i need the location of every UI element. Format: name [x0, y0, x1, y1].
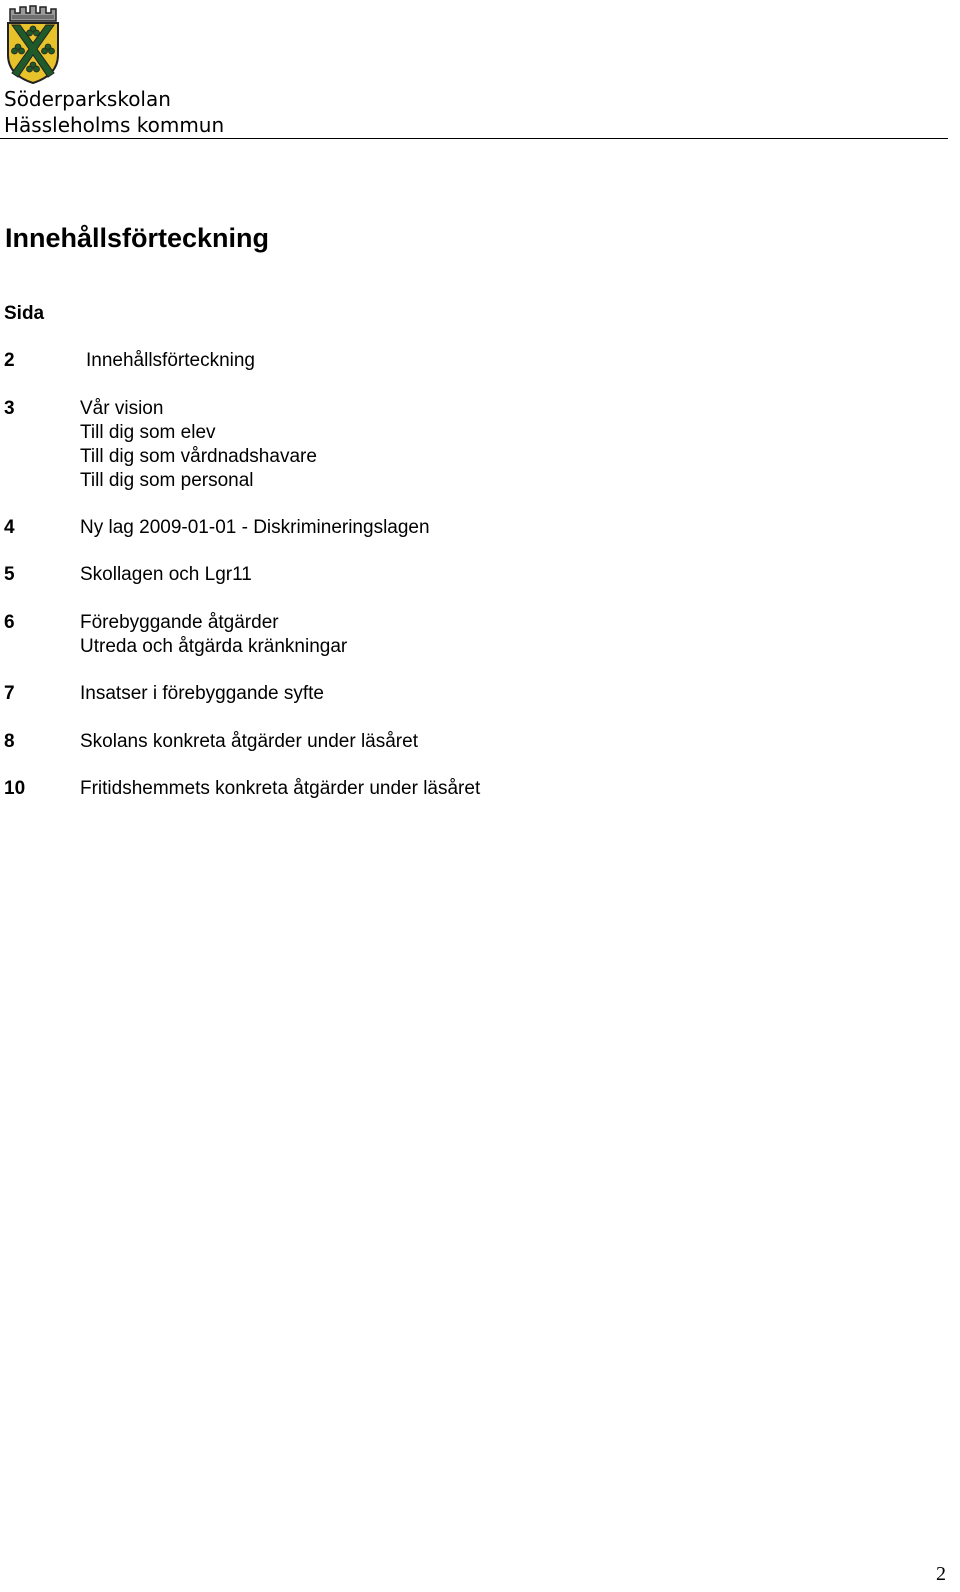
document-header [4, 86, 224, 138]
toc-line: Till dig som vårdnadshavare [80, 446, 317, 467]
toc-page-number: 2 [4, 350, 15, 371]
toc-line: Utreda och åtgärda kränkningar [80, 636, 348, 657]
header-divider [0, 138, 948, 139]
toc-page-number: 4 [4, 517, 15, 538]
toc-page-number: 6 [4, 612, 15, 633]
page-title: Innehållsförteckning [5, 223, 270, 253]
toc-page-number: 8 [4, 731, 15, 752]
page-number: 2 [936, 1563, 946, 1585]
municipality-name: Hässleholms kommun [4, 113, 225, 137]
toc-page-number: 10 [4, 778, 26, 799]
toc-line: Skollagen och Lgr11 [80, 564, 252, 585]
toc-page-number: 5 [4, 564, 15, 585]
toc-page-number: 3 [4, 398, 15, 419]
school-name: Söderparkskolan [4, 87, 171, 111]
toc-line: Till dig som elev [80, 422, 216, 443]
toc-line: Skolans konkreta åtgärder under läsåret [80, 731, 418, 752]
toc-line: Till dig som personal [80, 470, 254, 491]
toc-line: Vår vision [80, 398, 164, 419]
toc-line: Förebyggande åtgärder [80, 612, 279, 633]
page-column-label: Sida [4, 303, 45, 324]
toc-line: Fritidshemmets konkreta åtgärder under läsåret [80, 778, 481, 799]
toc-line: Innehållsförteckning [86, 350, 255, 371]
coat-of-arms-icon [4, 3, 62, 85]
toc-line: Insatser i förebyggande syfte [80, 683, 324, 704]
toc-page-number: 7 [4, 683, 15, 704]
toc-line: Ny lag 2009-01-01 - Diskrimineringslagen [80, 517, 430, 538]
